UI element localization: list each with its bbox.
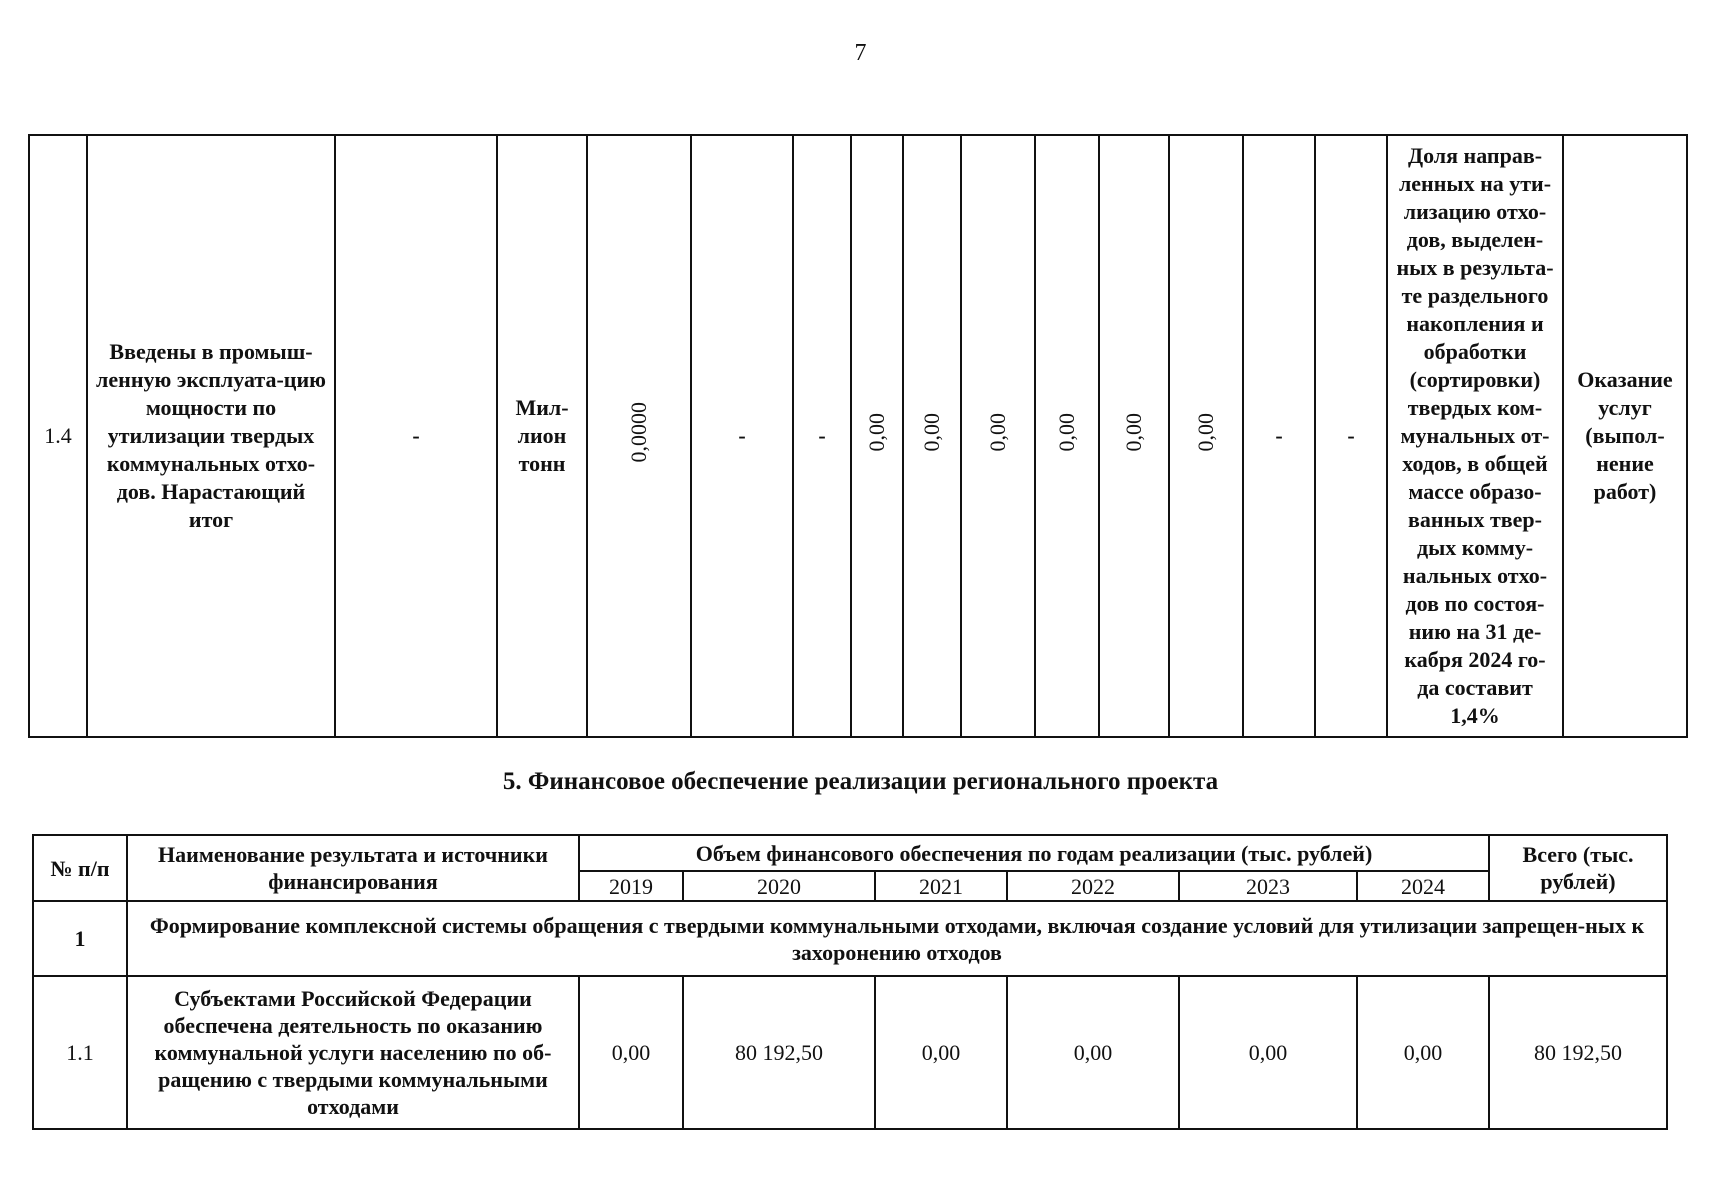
row-number: 1.4: [29, 135, 87, 737]
value-2020: 80 192,50: [683, 976, 875, 1129]
result-kind-text: Оказание услуг (выпол-нение работ): [1577, 367, 1673, 504]
value-2022-text: 0,00: [1054, 413, 1079, 452]
header-row: [33, 835, 1667, 871]
finance-table: [32, 834, 1668, 1130]
row-name: Субъектами Российской Федерации обеспечена деятельность по оказанию коммунальной услуги населению по об-ращению с твердыми коммунальными отходами: [127, 976, 579, 1129]
result-name-text: Введены в промыш-ленную эксплуата-цию мощности по утилизации твердых коммунальных отхо-дов. Нарастающий итог: [96, 339, 326, 532]
value-2022: [1035, 135, 1099, 737]
section-title: 5. Финансовое обеспечение реализации регионального проекта: [502, 768, 1219, 795]
header-year: 2020: [683, 871, 875, 901]
dash-cell: -: [793, 135, 851, 737]
value-2019-text: 0,00: [864, 413, 889, 452]
section-row: [33, 901, 1667, 976]
table-row: [33, 976, 1667, 1129]
value-2023: [1099, 135, 1169, 737]
header-year: 2021: [875, 871, 1007, 901]
table-row: [29, 135, 1687, 737]
indicators-table: [28, 134, 1688, 738]
section-text: Формирование комплексной системы обращения с твердыми коммунальными отходами, включая создание условий для утилизации запрещен-ных к захоронению отходов: [127, 901, 1667, 976]
value-total: 80 192,50: [1489, 976, 1667, 1129]
value-2019: 0,00: [579, 976, 683, 1129]
value-2024: 0,00: [1357, 976, 1489, 1129]
result-kind: [1563, 135, 1687, 737]
dash-cell: -: [691, 135, 793, 737]
header-year: 2019: [579, 871, 683, 901]
value-2023-text: 0,00: [1121, 413, 1146, 452]
header-volume: Объем финансового обеспечения по годам реализации (тыс. рублей): [579, 835, 1489, 871]
header-year: 2023: [1179, 871, 1357, 901]
header-num: № п/п: [33, 835, 127, 901]
dash-cell: -: [1315, 135, 1387, 737]
value-2021: 0,00: [875, 976, 1007, 1129]
value-2024-text: 0,00: [1193, 413, 1218, 452]
value-2020-text: 0,00: [919, 413, 944, 452]
section-num: 1: [33, 901, 127, 976]
result-description: [1387, 135, 1563, 737]
header-year: 2024: [1357, 871, 1489, 901]
row-num: 1.1: [33, 976, 127, 1129]
result-type-dash: -: [335, 135, 497, 737]
result-description-text: Доля направ-ленных на ути-лизацию отхо-дов, выделен-ных в результа-те раздельного накопления и обработки (сортировки) твердых ком-мунальных от-ходов, в общей массе образо-ванных твер-дых комму-нальных отхо-дов по состоя-нию на 31 де-кабря 2024 го-да составит 1,4%: [1396, 143, 1554, 728]
result-name: [87, 135, 335, 737]
page-number: 7: [854, 40, 867, 66]
header-total: Всего (тыс. рублей): [1489, 835, 1667, 901]
value-2022: 0,00: [1007, 976, 1179, 1129]
value-2020: [903, 135, 961, 737]
value-2019: [851, 135, 903, 737]
value-2021-text: 0,00: [985, 413, 1010, 452]
value-2024: [1169, 135, 1243, 737]
base-value-text: 0,0000: [626, 402, 651, 463]
unit-cell: Мил-лион тонн: [497, 135, 587, 737]
base-value: [587, 135, 691, 737]
dash-cell: -: [1243, 135, 1315, 737]
value-2023: 0,00: [1179, 976, 1357, 1129]
value-2021: [961, 135, 1035, 737]
header-name: Наименование результата и источники финансирования: [127, 835, 579, 901]
header-year: 2022: [1007, 871, 1179, 901]
